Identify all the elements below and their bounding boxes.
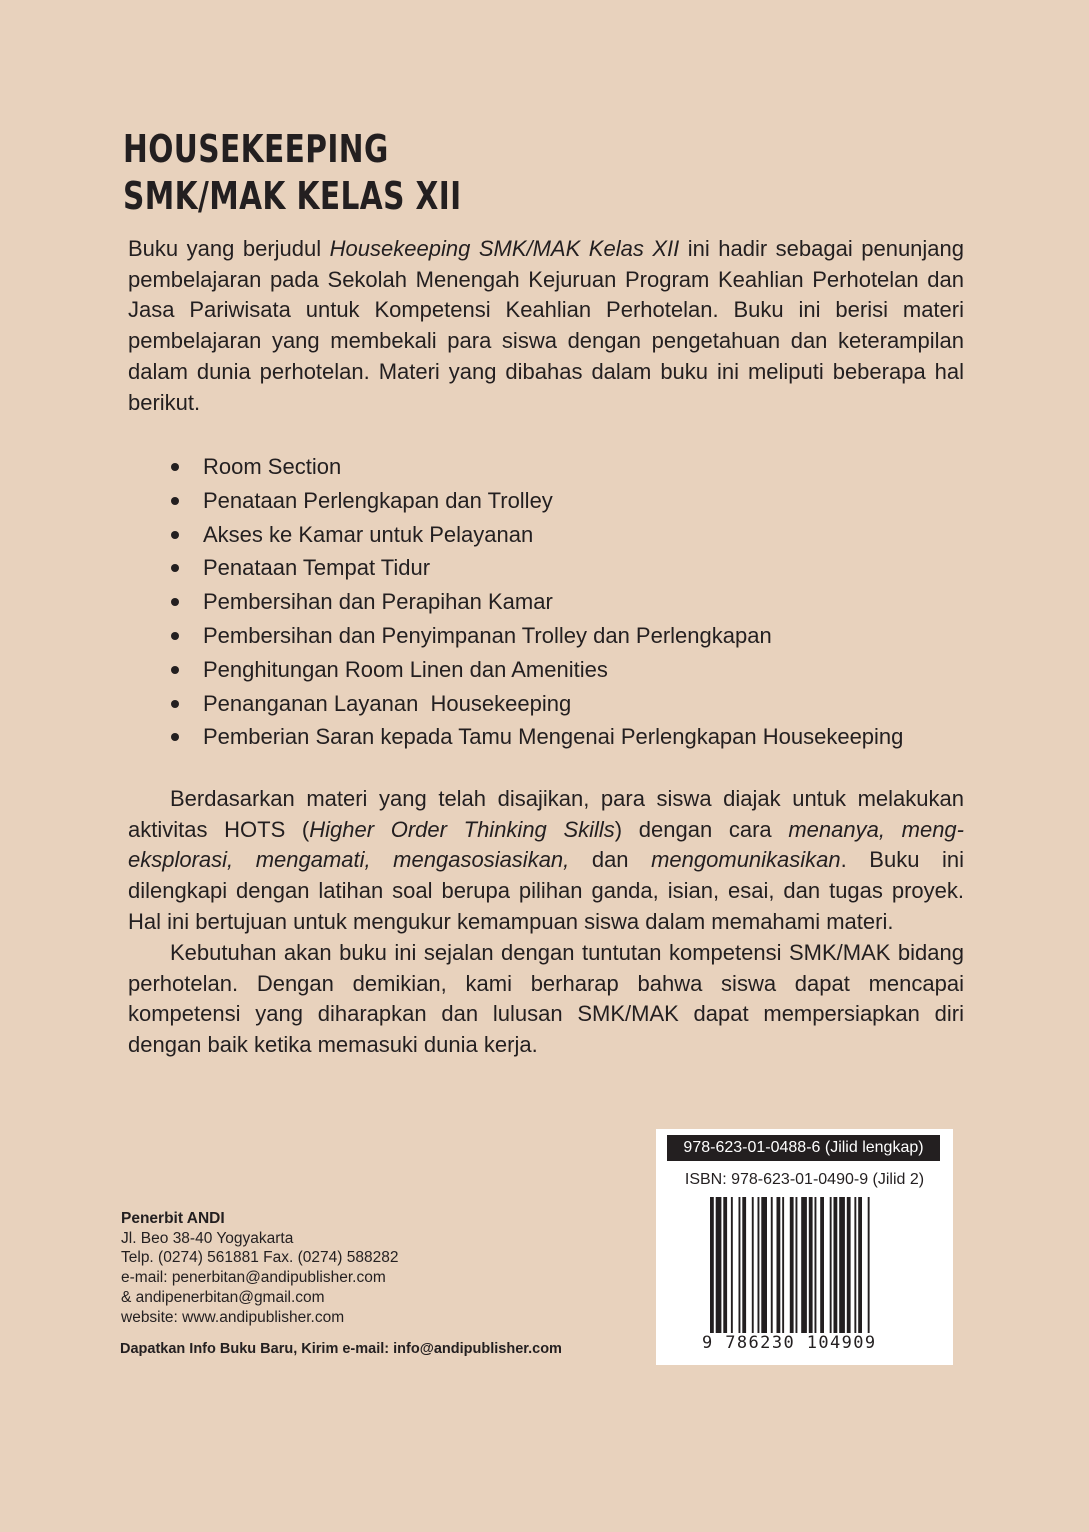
barcode-bar	[771, 1197, 773, 1333]
barcode-bar	[847, 1197, 851, 1333]
barcode-bar	[758, 1197, 760, 1333]
bullet-icon	[171, 632, 179, 640]
barcode-bar	[830, 1197, 832, 1333]
publisher-website: website: www.andipublisher.com	[121, 1308, 345, 1326]
bullet-icon	[171, 497, 179, 505]
barcode-bar	[809, 1197, 813, 1333]
hots-paragraph	[128, 784, 964, 938]
bullet-icon	[171, 666, 179, 674]
barcode-bar	[742, 1197, 746, 1333]
bullet-icon	[171, 564, 179, 572]
barcode-bar	[854, 1197, 856, 1333]
barcode-digit-group-1: 786230	[725, 1333, 796, 1353]
barcode-bar	[868, 1197, 870, 1343]
list-item	[168, 720, 903, 754]
barcode-bar	[752, 1197, 754, 1333]
barcode-bar	[782, 1197, 784, 1333]
book-title-line-2: SMK/MAK KELAS XII	[123, 174, 462, 218]
hots-text-4: . Buku ini dilengkapi dengan latihan soal berupa pilihan ganda, isian, esai, dan tugas proyek. Hal ini bertujuan untuk mengukur kemampuan siswa dalam memahami materi.	[128, 847, 964, 934]
isbn-volume-label: ISBN: 978-623-01-0490-9 (Jilid 2)	[684, 1171, 925, 1188]
barcode-bar	[790, 1197, 794, 1343]
list-item-text: Pembersihan dan Perapihan Kamar	[203, 589, 553, 615]
hots-text-3: dan	[569, 847, 652, 873]
intro-text-end: ini hadir sebagai penunjang pembelajaran pada Sekolah Menengah Kejuruan Program Keahlian Perhotelan dan Jasa Pariwisata untuk Kompetensi Keahlian Perhotelan. Buku ini berisi materi pembelajaran yang membekali para siswa dengan pengetahuan dan keterampilan dalam dunia perhotelan. Materi yang dibahas dalam buku ini meliputi beberapa hal berikut.	[128, 236, 965, 415]
list-item-text: Pemberian Saran kepada Tamu Mengenai Perlengkapan Housekeeping	[203, 724, 904, 750]
barcode-bar	[777, 1197, 781, 1333]
list-item-text: Room Section	[203, 454, 342, 479]
bullet-icon	[171, 598, 179, 606]
list-item-text: Akses ke Kamar untuk Pelayanan	[203, 521, 534, 547]
publisher-info	[121, 1209, 398, 1327]
list-item-text: Penataan Perlengkapan dan Trolley	[203, 487, 553, 513]
bullet-icon	[171, 733, 179, 741]
list-item	[168, 619, 903, 653]
publisher-phone: Telp. (0274) 561881 Fax. (0274) 588282	[121, 1249, 399, 1267]
book-title-line-1: HOUSEKEEPING	[123, 127, 389, 171]
hots-activity-last: mengomunikasikan	[651, 847, 841, 873]
list-item-text: Penghitungan Room Linen dan Amenities	[203, 656, 608, 682]
publisher-name: Penerbit ANDI	[121, 1210, 225, 1227]
bullet-icon	[171, 700, 179, 708]
book-title	[123, 126, 462, 220]
barcode-bar	[858, 1197, 862, 1333]
intro-paragraph	[128, 234, 964, 418]
closing-paragraph: Kebutuhan akan buku ini sejalan dengan tuntutan kompetensi SMK/MAK bidang perhotelan. Dengan demikian, kami berharap bahwa siswa dapat mencapai kompetensi yang diharapkan dan lulusan SMK/MAK dapat mempersiapkan diri dengan baik ketika memasuki dunia kerja.	[128, 940, 964, 1058]
hots-text-2: ) dengan cara	[614, 816, 789, 842]
intro-text-start: Buku yang berjudul	[128, 236, 330, 261]
barcode-icon	[702, 1197, 896, 1343]
hots-text-1: Berdasarkan materi yang telah disajikan, para siswa diajak untuk melakukan aktivitas HOTS (	[128, 786, 964, 842]
barcode-digit-group-2: 104909	[806, 1333, 877, 1353]
hots-activities: menanya, meng-eksplorasi, mengamati, mengasosiasikan,	[128, 816, 964, 873]
barcode-first-digit: 9	[702, 1333, 714, 1353]
barcode-bar	[820, 1197, 824, 1333]
list-item	[168, 653, 903, 687]
bullet-icon	[171, 531, 179, 539]
barcode-bar	[839, 1197, 845, 1333]
publisher-email-2: & andipenerbitan@gmail.com	[121, 1288, 325, 1306]
barcode-bar	[723, 1197, 727, 1333]
list-item	[168, 518, 903, 552]
barcode-bar	[731, 1197, 733, 1333]
list-item-text: Pembersihan dan Penyimpanan Trolley dan Perlengkapan	[203, 622, 772, 648]
barcode-bar	[710, 1197, 714, 1343]
bullet-icon	[171, 463, 179, 471]
barcode-digits	[702, 1333, 902, 1353]
barcode-bar	[796, 1197, 798, 1333]
list-item	[168, 484, 903, 518]
intro-book-title: Housekeeping SMK/MAK Kelas XII	[329, 236, 680, 261]
barcode-bar	[801, 1197, 807, 1333]
publisher-email: e-mail: penerbitan@andipublisher.com	[121, 1269, 386, 1287]
list-item-text: Penanganan Layanan Housekeeping	[203, 690, 572, 716]
list-item	[168, 585, 903, 619]
barcode-bar	[761, 1197, 767, 1333]
barcode-bar	[834, 1197, 838, 1333]
hots-term: Higher Order Thinking Skills	[309, 816, 615, 842]
list-item	[168, 551, 903, 585]
new-book-info: Dapatkan Info Buku Baru, Kirim e-mail: info@andipublisher.com	[120, 1341, 562, 1357]
barcode-bar	[739, 1197, 741, 1333]
barcode-bar	[815, 1197, 817, 1333]
barcode-bar	[716, 1197, 722, 1333]
isbn-set-label: 978-623-01-0488-6 (Jilid lengkap)	[667, 1135, 940, 1161]
list-item	[168, 450, 903, 484]
publisher-address: Jl. Beo 38-40 Yogyakarta	[121, 1229, 294, 1247]
list-item-text: Penataan Tempat Tidur	[203, 555, 431, 581]
isbn-barcode-box	[656, 1129, 953, 1365]
list-item	[168, 687, 903, 721]
topic-list	[168, 450, 903, 754]
